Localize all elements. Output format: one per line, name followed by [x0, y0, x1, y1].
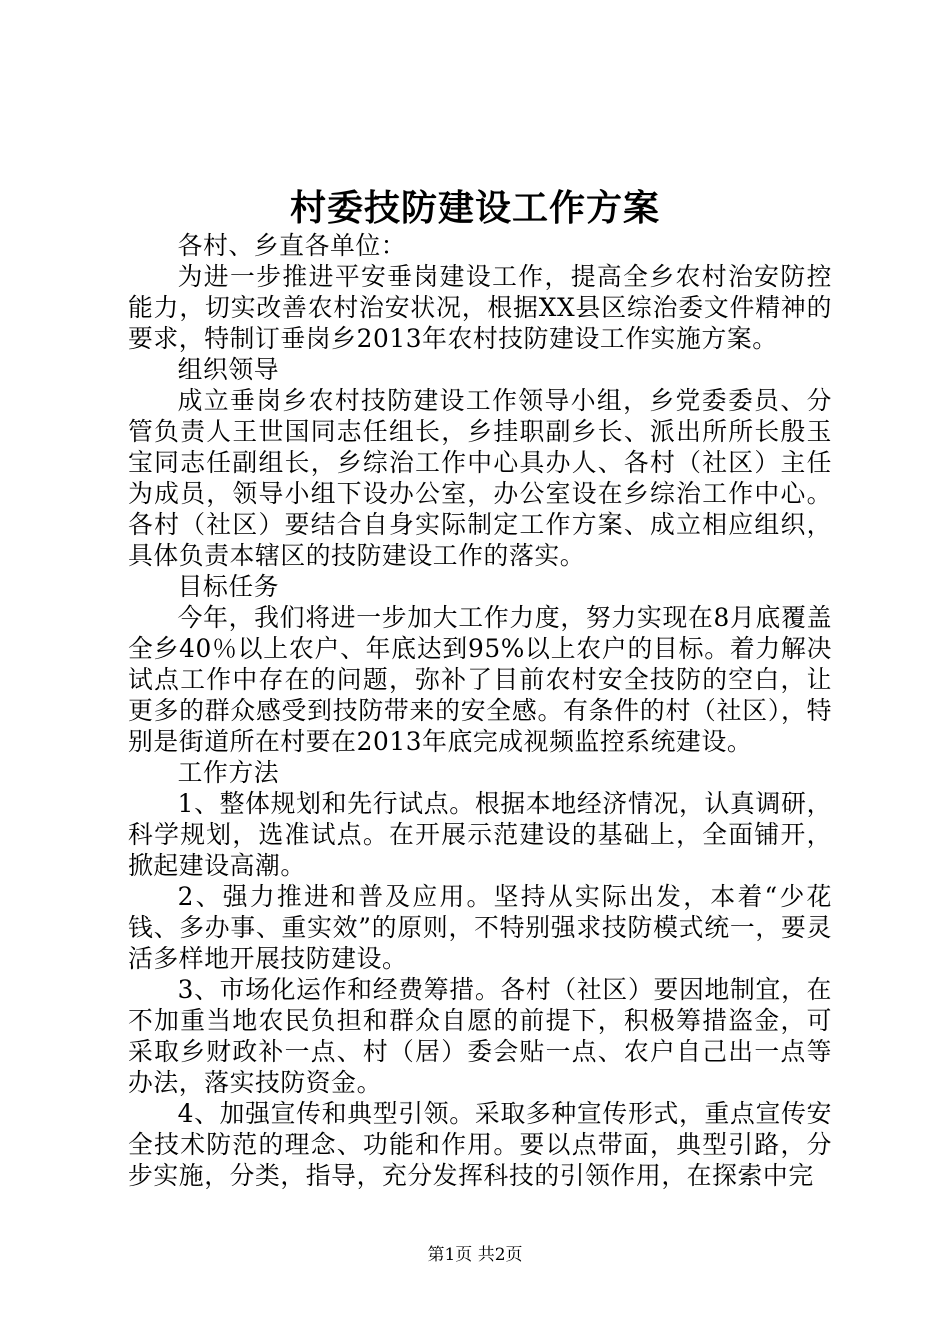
method-item-3: 3、市场化运作和经费筹措。各村（社区）要因地制宜，在不加重当地农民负担和群众自愿的前提下，积极筹措盗金，可采取乡财政补一点、村（居）委会贴一点、农户自己出一点等办法，落实技防资金。	[128, 975, 832, 1097]
section-heading-methods: 工作方法	[177, 758, 280, 787]
method-item-2: 2、强力推进和普及应用。坚持从实际出发，本着“少花钱、多办事、重实效”的原则，不特别强求技防模式统一，要灵活多样地开展技防建设。	[128, 882, 832, 973]
goals-paragraph: 今年，我们将进一步加大工作力度，努力实现在8月底覆盖全乡40％以上农户、年底达到95%以上农户的目标。着力解决试点工作中存在的问题，弥补了目前农村安全技防的空白，让更多的群众感受到技防带来的安全感。有条件的村（社区），特别是街道所在村要在2013年底完成视频监控系统建设。	[128, 603, 832, 756]
page-footer: 第1页 共2页	[427, 1245, 523, 1265]
organization-paragraph: 成立垂岗乡农村技防建设工作领导小组，乡党委委员、分管负责人王世国同志任组长，乡挂职副乡长、派出所所长殷玉宝同志任副组长，乡综治工作中心具办人、各村（社区）主任为成员，领导小组下设办公室，办公室设在乡综治工作中心。各村（社区）要结合自身实际制定工作方案、成立相应组织，具体负责本辖区的技防建设工作的落实。	[128, 386, 832, 570]
section-heading-organization: 组织领导	[177, 355, 280, 384]
method-item-4: 4、加强宣传和典型引领。采取多种宣传形式，重点宣传安全技术防范的理念、功能和作用。要以点带面，典型引路，分步实施，分类，指导，充分发挥科技的引领作用，在探索中完	[128, 1099, 832, 1190]
salutation-paragraph: 各村、乡直各单位：	[177, 231, 407, 260]
document-body	[128, 230, 832, 1191]
method-item-1: 1、整体规划和先行试点。根据本地经济情况，认真调研，科学规划，选准试点。在开展示范建设的基础上，全面铺开，掀起建设高潮。	[128, 789, 832, 880]
intro-paragraph: 为进一步推进平安垂岗建设工作，提高全乡农村治安防控能力，切实改善农村治安状况，根据XX县区综治委文件精神的要求，特制订垂岗乡2013年农村技防建设工作实施方案。	[128, 262, 832, 353]
document-title: 村委技防建设工作方案	[289, 187, 660, 229]
section-heading-goals: 目标任务	[177, 572, 280, 601]
